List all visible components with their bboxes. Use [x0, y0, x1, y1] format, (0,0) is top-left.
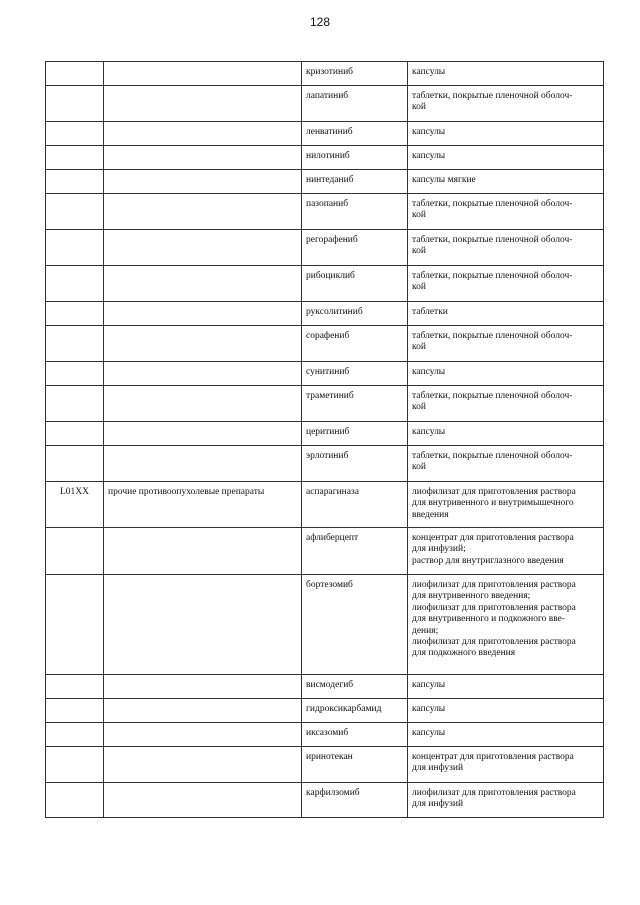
atc-code-cell	[46, 266, 104, 302]
dosage-form-line: для инфузий	[412, 763, 464, 774]
atc-code-cell	[46, 194, 104, 230]
dosage-form-line: кой	[412, 282, 426, 293]
dosage-form-cell	[408, 422, 604, 446]
table-row	[46, 122, 604, 146]
dosage-form-line: таблетки, покрытые пленочной оболоч-	[412, 235, 573, 245]
pharmacological-group-cell	[104, 230, 302, 266]
pharmacological-group-cell	[104, 146, 302, 170]
drug-name-cell: кризотиниб	[302, 62, 408, 86]
atc-code-cell	[46, 575, 104, 675]
table-row	[46, 86, 604, 122]
atc-code-cell	[46, 528, 104, 575]
table-row	[46, 146, 604, 170]
drug-name-cell: афлиберцепт	[302, 528, 408, 575]
table-row	[46, 446, 604, 482]
dosage-form-line: таблетки, покрытые пленочной оболоч-	[412, 391, 573, 401]
drug-name-cell: сорафениб	[302, 326, 408, 362]
dosage-form-line: таблетки, покрытые пленочной оболоч-	[412, 91, 573, 101]
dosage-form-cell	[408, 747, 604, 783]
atc-code-cell	[46, 386, 104, 422]
dosage-form-line: дения;	[412, 625, 439, 636]
dosage-form-line: кой	[412, 246, 426, 257]
page-number: 128	[309, 15, 331, 29]
table-row	[46, 783, 604, 818]
dosage-form-line: лиофилизат для приготовления раствора	[412, 637, 576, 648]
dosage-form-cell	[408, 170, 604, 194]
table-row	[46, 194, 604, 230]
pharmacological-group-cell	[104, 194, 302, 230]
pharmacological-group-cell	[104, 122, 302, 146]
dosage-form-line: таблетки, покрытые пленочной оболоч-	[412, 451, 573, 461]
pharmacological-group-cell	[104, 266, 302, 302]
atc-code-cell	[46, 122, 104, 146]
drug-name-cell: руксолитиниб	[302, 302, 408, 326]
dosage-form-line: для инфузий;	[412, 544, 466, 555]
dosage-form-line: кой	[412, 102, 426, 113]
atc-code-cell	[46, 723, 104, 747]
dosage-form-line: таблетки, покрытые пленочной оболоч-	[412, 199, 573, 209]
dosage-form-line: для внутривенного и подкожного вве-	[412, 614, 566, 625]
table-row	[46, 62, 604, 86]
pharmacological-group-cell	[104, 747, 302, 783]
pharmacological-group-cell	[104, 326, 302, 362]
atc-code-cell	[46, 86, 104, 122]
pharmacological-group-cell	[104, 170, 302, 194]
pharmacological-group-cell	[104, 723, 302, 747]
drug-name-cell: висмодегиб	[302, 675, 408, 699]
drug-name-cell: рибоциклиб	[302, 266, 408, 302]
table-row	[46, 723, 604, 747]
dosage-form-cell	[408, 326, 604, 362]
pharmacological-group-cell	[104, 362, 302, 386]
dosage-form-line: для инфузий	[412, 799, 464, 810]
dosage-form-line: лиофилизат для приготовления раствора	[412, 788, 576, 798]
dosage-form-cell	[408, 723, 604, 747]
dosage-form-line: для внутривенного введения;	[412, 591, 531, 602]
atc-code-cell	[46, 362, 104, 386]
dosage-form-cell	[408, 528, 604, 575]
dosage-form-line: капсулы	[412, 151, 446, 161]
pharmacological-group-cell	[104, 528, 302, 575]
dosage-form-cell	[408, 194, 604, 230]
dosage-form-line: лиофилизат для приготовления раствора	[412, 602, 576, 613]
atc-code-cell: L01XX	[46, 482, 104, 528]
atc-code-cell	[46, 146, 104, 170]
dosage-form-line: кой	[412, 462, 426, 473]
table-row	[46, 675, 604, 699]
atc-code-cell	[46, 230, 104, 266]
dosage-form-line: капсулы	[412, 427, 446, 437]
dosage-form-line: для внутривенного и внутримышечного	[412, 498, 574, 509]
dosage-form-line: лиофилизат для приготовления раствора	[412, 487, 576, 497]
drug-name-cell: пазопаниб	[302, 194, 408, 230]
dosage-form-cell	[408, 146, 604, 170]
dosage-form-line: кой	[412, 402, 426, 413]
dosage-form-line: концентрат для приготовления раствора	[412, 533, 574, 543]
table-row	[46, 482, 604, 528]
drug-name-cell: карфилзомиб	[302, 783, 408, 818]
pharmacological-group-cell	[104, 62, 302, 86]
dosage-form-line: кой	[412, 210, 426, 221]
dosage-form-cell	[408, 575, 604, 675]
dosage-form-cell	[408, 386, 604, 422]
dosage-form-line: капсулы	[412, 367, 446, 377]
pharmacological-group-cell	[104, 302, 302, 326]
dosage-form-cell	[408, 783, 604, 818]
pharmacological-group-cell	[104, 86, 302, 122]
atc-code-cell	[46, 446, 104, 482]
table-row	[46, 326, 604, 362]
drug-name-cell: нинтеданиб	[302, 170, 408, 194]
atc-code-cell	[46, 699, 104, 723]
table-row	[46, 362, 604, 386]
dosage-form-line: капсулы	[412, 704, 446, 714]
drug-name-cell: гидроксикарбамид	[302, 699, 408, 723]
table-row	[46, 422, 604, 446]
pharmacological-group-cell	[104, 422, 302, 446]
dosage-form-line: капсулы	[412, 728, 446, 738]
dosage-form-cell	[408, 482, 604, 528]
table-row	[46, 302, 604, 326]
drug-name-cell: ленватиниб	[302, 122, 408, 146]
atc-code-cell	[46, 675, 104, 699]
pharmacological-group-cell	[104, 575, 302, 675]
table-row	[46, 528, 604, 575]
drug-name-cell: нилотиниб	[302, 146, 408, 170]
dosage-form-line: лиофилизат для приготовления раствора	[412, 580, 576, 590]
drug-name-cell: сунитиниб	[302, 362, 408, 386]
dosage-form-line: концентрат для приготовления раствора	[412, 752, 574, 762]
pharmacological-group-cell	[104, 386, 302, 422]
dosage-form-cell	[408, 122, 604, 146]
dosage-form-cell	[408, 302, 604, 326]
dosage-form-line: введения	[412, 509, 449, 520]
table-body	[46, 62, 604, 818]
table-row	[46, 266, 604, 302]
dosage-form-line: таблетки	[412, 307, 448, 317]
drug-name-cell: аспарагиназа	[302, 482, 408, 528]
drug-name-cell: бортезомиб	[302, 575, 408, 675]
drug-name-cell: эрлотиниб	[302, 446, 408, 482]
dosage-form-line: капсулы мягкие	[412, 175, 476, 185]
pharmacological-group-cell: прочие противоопухолевые препараты	[104, 482, 302, 528]
table-row	[46, 230, 604, 266]
pharmacological-group-cell	[104, 446, 302, 482]
drug-name-cell: регорафениб	[302, 230, 408, 266]
dosage-form-line: таблетки, покрытые пленочной оболоч-	[412, 271, 573, 281]
drug-name-cell: иксазомиб	[302, 723, 408, 747]
dosage-form-line: капсулы	[412, 680, 446, 690]
drug-name-cell: траметиниб	[302, 386, 408, 422]
dosage-form-cell	[408, 699, 604, 723]
dosage-form-cell	[408, 62, 604, 86]
pharmacological-group-cell	[104, 783, 302, 818]
dosage-form-line: раствор для внутриглазного введения	[412, 555, 564, 566]
table-row	[46, 699, 604, 723]
pharmacological-group-cell	[104, 699, 302, 723]
drug-name-cell: иринотекан	[302, 747, 408, 783]
atc-code-cell	[46, 302, 104, 326]
dosage-form-line: кой	[412, 342, 426, 353]
atc-code-cell	[46, 747, 104, 783]
dosage-form-cell	[408, 675, 604, 699]
table-row	[46, 386, 604, 422]
dosage-form-cell	[408, 446, 604, 482]
table-row	[46, 747, 604, 783]
drug-name-cell: церитиниб	[302, 422, 408, 446]
dosage-form-cell	[408, 266, 604, 302]
table-row	[46, 575, 604, 675]
atc-code-cell	[46, 170, 104, 194]
table-row	[46, 170, 604, 194]
atc-code-cell	[46, 783, 104, 818]
dosage-form-line: капсулы	[412, 67, 446, 77]
dosage-form-cell	[408, 86, 604, 122]
dosage-form-cell	[408, 230, 604, 266]
dosage-form-cell	[408, 362, 604, 386]
dosage-form-line: капсулы	[412, 127, 446, 137]
pharmacological-group-cell	[104, 675, 302, 699]
dosage-form-line: для подкожного введения	[412, 648, 516, 659]
atc-code-cell	[46, 422, 104, 446]
drug-name-cell: лапатиниб	[302, 86, 408, 122]
dosage-form-line: таблетки, покрытые пленочной оболоч-	[412, 331, 573, 341]
atc-code-cell	[46, 62, 104, 86]
atc-code-cell	[46, 326, 104, 362]
drug-table	[45, 61, 604, 818]
